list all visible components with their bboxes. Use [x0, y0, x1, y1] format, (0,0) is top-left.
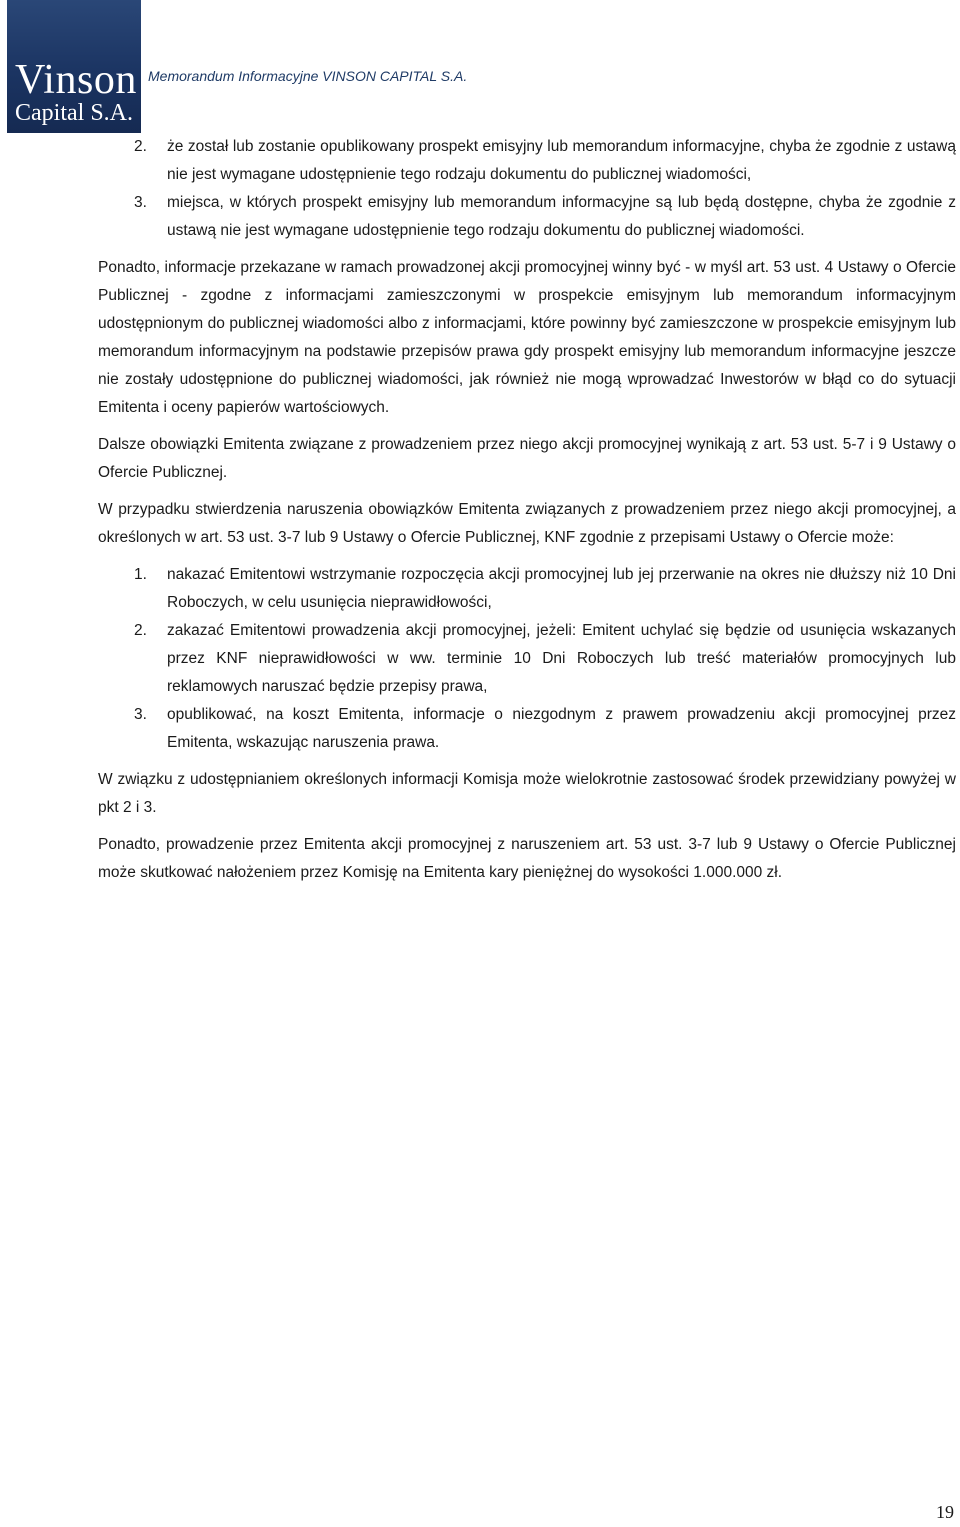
- list-item-number: 2.: [134, 622, 147, 639]
- list-knf-actions: [98, 561, 956, 757]
- paragraph-further-obligations: Dalsze obowiązki Emitenta związane z prowadzeniem przez niego akcji promocyjnej wynikają z art. 53 ust. 5-7 i 9 Ustawy o Ofercie Publicznej.: [98, 436, 956, 481]
- list-item-text: nakazać Emitentowi wstrzymanie rozpoczęcia akcji promocyjnej lub jej przerwanie na okres nie dłuższy niż 10 Dni Roboczych, w celu usunięcia nieprawidłowości,: [167, 566, 956, 611]
- list-item-text: zakazać Emitentowi prowadzenia akcji promocyjnej, jeżeli: Emitent uchylać się będzie od usunięcia wskazanych przez KNF nieprawidłowości w ww. terminie 10 Dni Roboczych lub treść materiałów promocyjnych lub reklamowych naruszać będzie przepisy prawa,: [167, 622, 956, 695]
- list-item: [98, 617, 956, 701]
- company-logo: [7, 0, 141, 133]
- logo-text-capital: Capital S.A.: [15, 100, 133, 126]
- list-information-items: [98, 133, 956, 245]
- page-number: 19: [936, 1502, 954, 1522]
- list-item: [98, 189, 956, 245]
- list-item-text: że został lub zostanie opublikowany prospekt emisyjny lub memorandum informacyjne, chyba że zgodnie z ustawą nie jest wymagane udostępnienie tego rodzaju dokumentu do publicznej wiadomości,: [167, 138, 956, 183]
- paragraph-promotion-consistency: Ponadto, informacje przekazane w ramach prowadzonej akcji promocyjnej winny być - w myśl art. 53 ust. 4 Ustawy o Ofercie Publicznej - zgodne z informacjami zamieszczonymi w prospekcie emisyjnym lub memorandum informacyjnym udostępnionym do publicznej wiadomości albo z informacjami, które powinny być zamieszczone w prospekcie emisyjnym lub memorandum informacyjnym na podstawie przepisów prawa gdy prospekt emisyjny lub memorandum informacyjne jeszcze nie zostały udostępnione do publicznej wiadomości, jak również nie mogą wprowadzać Inwestorów w błąd co do sytuacji Emitenta i oceny papierów wartościowych.: [98, 259, 956, 416]
- list-item-text: opublikować, na koszt Emitenta, informacje o niezgodnym z prawem prowadzeniu akcji promocyjnej przez Emitenta, wskazując naruszenia prawa.: [167, 706, 956, 751]
- list-item-text: miejsca, w których prospekt emisyjny lub memorandum informacyjne są lub będą dostępne, chyba że zgodnie z ustawą nie jest wymagane udostępnienie tego rodzaju dokumentu do publicznej wiadomości.: [167, 194, 956, 239]
- document-running-header: Memorandum Informacyjne VINSON CAPITAL S.A.: [148, 68, 468, 84]
- paragraph-financial-penalty: Ponadto, prowadzenie przez Emitenta akcji promocyjnej z naruszeniem art. 53 ust. 3-7 lub 9 Ustawy o Ofercie Publicznej może skutkować nałożeniem przez Komisję na Emitenta kary pieniężnej do wysokości 1.000.000 zł.: [98, 836, 956, 881]
- logo-text-vinson: Vinson: [15, 57, 137, 103]
- list-item: [98, 133, 956, 189]
- list-item: [98, 561, 956, 617]
- list-item-number: 3.: [134, 194, 147, 211]
- list-item-number: 1.: [134, 566, 147, 583]
- list-item-number: 3.: [134, 706, 147, 723]
- list-item: [98, 701, 956, 757]
- paragraph-repeated-measures: W związku z udostępnianiem określonych informacji Komisja może wielokrotnie zastosować środek przewidziany powyżej w pkt 2 i 3.: [98, 771, 956, 816]
- document-body: [98, 133, 956, 887]
- paragraph-knf-powers: W przypadku stwierdzenia naruszenia obowiązków Emitenta związanych z prowadzeniem przez niego akcji promocyjnej, a określonych w art. 53 ust. 3-7 lub 9 Ustawy o Ofercie Publicznej, KNF zgodnie z przepisami Ustawy o Ofercie może:: [98, 501, 956, 546]
- list-item-number: 2.: [134, 138, 147, 155]
